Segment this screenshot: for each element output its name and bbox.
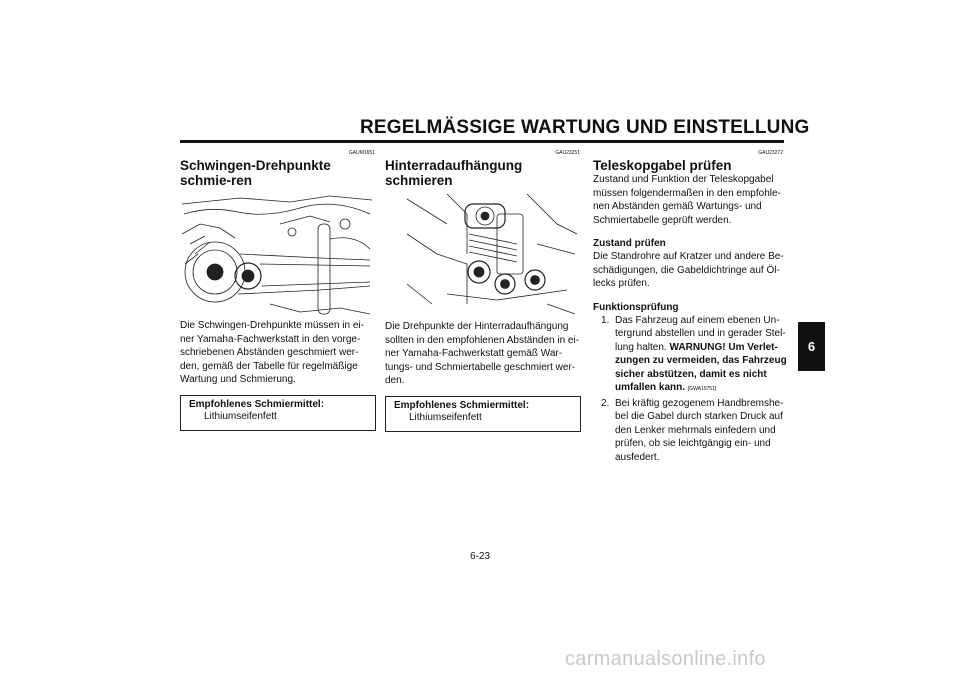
subheading-function: Funktionsprüfung <box>593 301 679 313</box>
section-heading: Teleskopgabel prüfen <box>593 158 732 173</box>
step-text: Das Fahrzeug auf einem ebenen Un-tergrund abstellen und in gerader Stel-lung halten. <box>615 314 786 353</box>
condition-body: Die Standrohre auf Kratzer und andere Be-schädigungen, die Gabeldichtringe auf Öl-lecks prüfen. <box>593 251 784 289</box>
section-swingarm <box>180 150 375 431</box>
lubricant-heading: Empfohlenes Schmiermittel: <box>394 399 530 411</box>
chapter-tab: 6 <box>798 322 825 371</box>
step-number: 2. <box>601 397 610 409</box>
section-telescopic-fork <box>593 150 788 464</box>
section-intro: Zustand und Funktion der Teleskopgabel müssen folgendermaßen in den empfohle-nen Abständen gemäß Wartungs- und Schmiertabelle geprüft werden. <box>593 174 781 226</box>
subheading-condition: Zustand prüfen <box>593 238 666 249</box>
section-body: Die Schwingen-Drehpunkte müssen in ei-ner Yamaha-Fachwerkstatt in den vorge-schriebenen Abständen geschmiert wer-den, gemäß der Tabelle für regelmäßige Wartung und Schmierung. <box>180 320 364 385</box>
section-code: GAUM1651 <box>348 150 375 156</box>
section-rear-suspension <box>385 150 580 432</box>
swingarm-pivot-illustration <box>180 194 373 319</box>
lubricant-heading: Empfohlenes Schmiermittel: <box>189 398 325 410</box>
step-number: 1. <box>601 314 610 326</box>
lubricant-value: Lithiumseifenfett <box>409 411 482 423</box>
lubricant-value: Lithiumseifenfett <box>204 410 277 422</box>
step-item <box>593 397 788 465</box>
page-number: 6-23 <box>469 551 490 562</box>
section-heading: Hinterradaufhängung schmieren <box>385 158 523 188</box>
warning-code: [GWA10751] <box>687 386 717 392</box>
section-code: GAU23272 <box>758 150 783 156</box>
step-content <box>615 314 788 397</box>
section-heading: Schwingen-Drehpunkte schmie-ren <box>180 158 331 188</box>
header-rule <box>180 140 784 143</box>
section-code: GAU23251 <box>555 150 580 156</box>
page-title: REGELMÄSSIGE WARTUNG UND EINSTELLUNG <box>360 117 810 138</box>
step-text: Bei kräftig gezogenem Handbremshe-bel die Gabel durch starken Druck auf den Lenker mehrmals einfedern und prüfen, ob sie leichtgängig ein- und ausfedert. <box>615 397 784 463</box>
rear-suspension-illustration <box>407 194 577 320</box>
warning-text: WARNUNG! Um Verlet-zungen zu vermeiden, das Fahrzeug sicher abstützen, damit es nicht umfallen kann. <box>615 341 787 393</box>
lubricant-box <box>180 395 376 431</box>
step-item <box>593 314 788 397</box>
section-body: Die Drehpunkte der Hinterradaufhängung sollten in den empfohlenen Abständen in ei-ner Yamaha-Fachwerkstatt gemäß War-tungs- und Schmiertabelle geschmiert wer-den. <box>385 321 580 386</box>
watermark: carmanualsonline.info <box>565 648 766 670</box>
lubricant-box <box>385 396 581 432</box>
